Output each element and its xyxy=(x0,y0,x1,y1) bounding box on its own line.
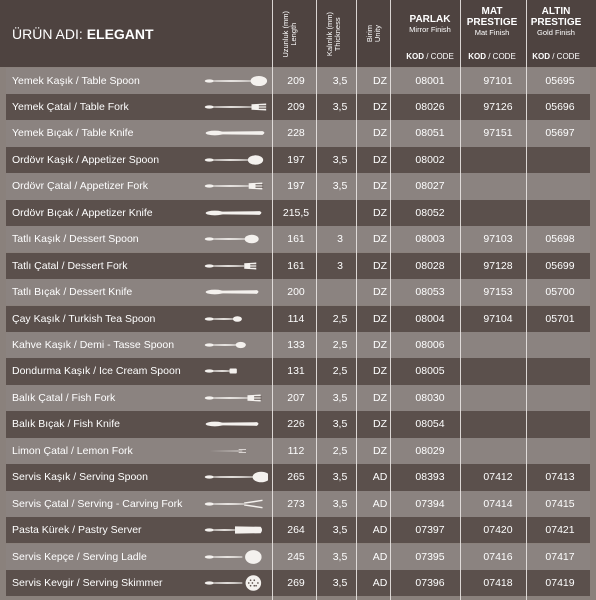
item-length: 264 xyxy=(287,524,305,537)
table-row xyxy=(6,94,590,120)
table-fork-icon xyxy=(202,97,268,117)
item-name: Yemek Kaşık / Table Spoon xyxy=(12,74,140,87)
mat-sub: Mat Finish xyxy=(474,28,510,37)
product-title xyxy=(12,26,154,42)
item-name: Ordövr Bıçak / Appetizer Knife xyxy=(12,206,153,219)
item-code-parlak: 08003 xyxy=(415,233,445,246)
mat-name2: PRESTIGE xyxy=(466,17,518,28)
item-name: Dondurma Kaşık / Ice Cream Spoon xyxy=(12,365,181,378)
item-length: 133 xyxy=(287,339,305,351)
thickness-header-en: Thickness xyxy=(333,17,342,51)
item-length: 161 xyxy=(287,233,305,246)
table-row xyxy=(6,120,590,146)
item-length: 215,5 xyxy=(282,206,310,219)
pastry-server-icon xyxy=(202,520,268,540)
item-length: 112 xyxy=(287,444,305,457)
tea-spoon-icon xyxy=(202,309,268,329)
table-row xyxy=(6,147,590,173)
item-code-parlak: 08002 xyxy=(415,153,445,166)
item-unit: DZ xyxy=(373,100,387,113)
item-unit: DZ xyxy=(373,365,387,378)
item-name: Pasta Kürek / Pastry Server xyxy=(12,524,142,537)
item-code-parlak: 08026 xyxy=(415,100,445,113)
item-code-parlak: 08051 xyxy=(415,127,445,140)
item-unit: DZ xyxy=(373,391,387,404)
item-length: 245 xyxy=(287,550,305,563)
item-code-altin: 07413 xyxy=(545,471,575,484)
item-length: 131 xyxy=(287,365,305,378)
item-unit: DZ xyxy=(373,418,387,431)
column-divider xyxy=(460,0,461,600)
unit-header-en: Unity xyxy=(373,25,382,43)
table-row xyxy=(6,544,590,570)
unit-header-tr: Birim xyxy=(365,25,374,43)
fish-knife-icon xyxy=(202,414,268,434)
item-name: Yemek Çatal / Table Fork xyxy=(12,100,129,113)
item-code-parlak: 07396 xyxy=(415,577,445,590)
item-name: Limon Çatal / Lemon Fork xyxy=(12,444,133,457)
table-row xyxy=(6,332,590,358)
item-length: 273 xyxy=(287,497,305,510)
appetizer-spoon-icon xyxy=(202,150,268,170)
serving-spoon-icon xyxy=(202,467,268,487)
table-row xyxy=(6,385,590,411)
dessert-knife-icon xyxy=(202,282,268,302)
item-code-parlak: 08029 xyxy=(415,444,445,457)
item-thickness: 3,5 xyxy=(332,524,348,537)
table-row xyxy=(6,517,590,543)
item-name: Ordövr Kaşık / Appetizer Spoon xyxy=(12,153,160,166)
item-code-altin: 05695 xyxy=(545,74,575,87)
ice-cream-spoon-icon xyxy=(202,361,268,381)
item-thickness: 3,5 xyxy=(332,550,348,563)
column-divider xyxy=(526,0,527,600)
demitasse-spoon-icon xyxy=(202,335,268,355)
item-code-mat: 07412 xyxy=(483,471,513,484)
item-code-parlak: 08004 xyxy=(415,312,445,325)
item-code-mat: 97104 xyxy=(483,312,513,325)
item-length: 209 xyxy=(287,74,305,87)
item-length: 226 xyxy=(287,418,305,431)
item-code-altin: 05699 xyxy=(545,259,575,272)
product-name: ELEGANT xyxy=(86,26,154,42)
item-thickness: 2,5 xyxy=(332,312,348,325)
item-unit: AD xyxy=(372,471,388,484)
item-name: Servis Çatal / Serving - Carving Fork xyxy=(12,497,183,510)
appetizer-knife-icon xyxy=(202,203,268,223)
item-code-parlak: 08054 xyxy=(415,418,445,431)
item-code-parlak: 08053 xyxy=(415,286,445,299)
item-unit: DZ xyxy=(373,339,387,351)
item-code-mat: 97151 xyxy=(483,127,513,140)
item-thickness: 3,5 xyxy=(332,180,348,193)
item-code-altin: 05696 xyxy=(545,100,575,113)
thickness-header xyxy=(322,4,346,64)
item-code-altin: 05697 xyxy=(545,127,575,140)
length-header xyxy=(278,4,302,64)
item-name: Tatlı Bıçak / Dessert Knife xyxy=(12,286,133,299)
item-unit: DZ xyxy=(373,233,387,246)
item-name: Tatlı Kaşık / Dessert Spoon xyxy=(12,233,139,246)
carving-fork-icon xyxy=(202,494,268,514)
item-unit: DZ xyxy=(373,312,387,325)
length-header-en: Length xyxy=(289,22,298,46)
column-divider xyxy=(356,0,357,600)
item-code-mat: 97153 xyxy=(483,286,513,299)
table-row xyxy=(6,279,590,305)
item-code-parlak: 08027 xyxy=(415,180,445,193)
thickness-header-tr: Kalınlık (mm) xyxy=(325,11,334,57)
altin-sub: Gold Finish xyxy=(537,28,575,37)
item-length: 197 xyxy=(287,153,305,166)
item-unit: DZ xyxy=(373,286,387,299)
item-code-parlak: 07395 xyxy=(415,550,445,563)
mat-header xyxy=(456,6,528,61)
item-length: 269 xyxy=(287,577,305,590)
altin-header xyxy=(520,6,592,61)
item-code-mat: 07414 xyxy=(483,497,513,510)
item-unit: AD xyxy=(372,497,388,510)
item-code-parlak: 08393 xyxy=(415,471,445,484)
table-row xyxy=(6,438,590,464)
table-row xyxy=(6,68,590,94)
table-row xyxy=(6,491,590,517)
item-code-altin: 05700 xyxy=(545,286,575,299)
item-thickness: 3 xyxy=(337,259,343,272)
item-code-parlak: 08028 xyxy=(415,259,445,272)
item-unit: DZ xyxy=(373,127,387,140)
table-row xyxy=(6,306,590,332)
item-length: 207 xyxy=(287,391,305,404)
item-thickness: 3,5 xyxy=(332,100,348,113)
item-unit: DZ xyxy=(373,259,387,272)
column-divider xyxy=(316,0,317,600)
item-code-mat: 97101 xyxy=(483,74,513,87)
item-code-parlak: 07394 xyxy=(415,497,445,510)
unit-header xyxy=(362,4,386,64)
item-length: 200 xyxy=(287,286,305,299)
item-thickness: 3,5 xyxy=(332,577,348,590)
item-name: Servis Kepçe / Serving Ladle xyxy=(12,550,147,563)
item-unit: DZ xyxy=(373,180,387,193)
item-unit: AD xyxy=(372,577,388,590)
item-code-mat: 97126 xyxy=(483,100,513,113)
table-row xyxy=(6,226,590,252)
altin-name: ALTIN xyxy=(541,6,571,17)
item-thickness: 3,5 xyxy=(332,391,348,404)
table-row xyxy=(6,253,590,279)
item-code-parlak: 08006 xyxy=(415,339,445,351)
serving-skimmer-icon xyxy=(202,573,268,593)
table-header xyxy=(0,0,596,67)
item-code-altin: 07415 xyxy=(545,497,575,510)
product-label: ÜRÜN ADI: xyxy=(12,26,83,42)
table-row xyxy=(6,358,590,384)
table-row xyxy=(6,464,590,490)
column-divider xyxy=(390,0,391,600)
item-name: Çay Kaşık / Turkish Tea Spoon xyxy=(12,312,156,325)
lemon-fork-icon xyxy=(202,441,268,461)
item-length: 114 xyxy=(287,312,305,325)
table-row xyxy=(6,173,590,199)
appetizer-fork-icon xyxy=(202,176,268,196)
item-thickness: 3,5 xyxy=(332,497,348,510)
altin-code-label: KOD / CODE xyxy=(532,52,580,61)
item-code-mat: 07416 xyxy=(483,550,513,563)
table-row xyxy=(6,200,590,226)
mat-code-label: KOD / CODE xyxy=(468,52,516,61)
item-unit: DZ xyxy=(373,444,387,457)
item-unit: AD xyxy=(372,524,388,537)
item-code-altin: 07417 xyxy=(545,550,575,563)
item-code-parlak: 08030 xyxy=(415,391,445,404)
item-length: 228 xyxy=(287,127,305,140)
table-spoon-icon xyxy=(202,71,268,91)
item-name: Servis Kaşık / Serving Spoon xyxy=(12,471,148,484)
item-unit: DZ xyxy=(373,74,387,87)
item-unit: AD xyxy=(372,550,388,563)
item-length: 265 xyxy=(287,471,305,484)
altin-name2: PRESTIGE xyxy=(530,17,582,28)
item-name: Kahve Kaşık / Demi - Tasse Spoon xyxy=(12,339,175,351)
item-length: 197 xyxy=(287,180,305,193)
item-name: Tatlı Çatal / Dessert Fork xyxy=(12,259,128,272)
item-code-mat: 97103 xyxy=(483,233,513,246)
item-name: Balık Çatal / Fish Fork xyxy=(12,391,116,404)
item-code-parlak: 08001 xyxy=(415,74,445,87)
item-code-altin: 07419 xyxy=(545,577,575,590)
item-name: Ordövr Çatal / Appetizer Fork xyxy=(12,180,148,193)
item-thickness: 2,5 xyxy=(332,339,348,351)
fish-fork-icon xyxy=(202,388,268,408)
item-thickness: 3,5 xyxy=(332,471,348,484)
table-knife-icon xyxy=(202,123,268,143)
item-thickness: 3 xyxy=(337,233,343,246)
item-length: 209 xyxy=(287,100,305,113)
item-thickness: 3,5 xyxy=(332,418,348,431)
length-header-tr: Uzunluk (mm) xyxy=(281,10,290,58)
item-code-altin: 05698 xyxy=(545,233,575,246)
table-row xyxy=(6,411,590,437)
mat-name: MAT xyxy=(481,6,503,17)
item-name: Balık Bıçak / Fish Knife xyxy=(12,418,120,431)
item-thickness: 3,5 xyxy=(332,74,348,87)
item-code-mat: 07418 xyxy=(483,577,513,590)
parlak-sub: Mirror Finish xyxy=(409,25,451,34)
item-code-mat: 97128 xyxy=(483,259,513,272)
item-code-altin: 07421 xyxy=(545,524,575,537)
item-code-parlak: 07397 xyxy=(415,524,445,537)
column-divider xyxy=(272,0,273,600)
item-code-parlak: 08052 xyxy=(415,206,445,219)
item-code-mat: 07420 xyxy=(483,524,513,537)
serving-ladle-icon xyxy=(202,547,268,567)
item-length: 161 xyxy=(287,259,305,272)
item-unit: DZ xyxy=(373,206,387,219)
table-row xyxy=(6,570,590,596)
dessert-spoon-icon xyxy=(202,229,268,249)
item-thickness: 2,5 xyxy=(332,365,348,378)
item-thickness: 2,5 xyxy=(332,444,348,457)
item-name: Yemek Bıçak / Table Knife xyxy=(12,127,134,140)
item-thickness: 3,5 xyxy=(332,153,348,166)
item-code-parlak: 08005 xyxy=(415,365,445,378)
dessert-fork-icon xyxy=(202,256,268,276)
parlak-code-label: KOD / CODE xyxy=(406,52,454,61)
item-code-altin: 05701 xyxy=(545,312,575,325)
item-name: Servis Kevgir / Serving Skimmer xyxy=(12,577,163,590)
item-unit: DZ xyxy=(373,153,387,166)
parlak-name: PARLAK xyxy=(409,14,451,25)
